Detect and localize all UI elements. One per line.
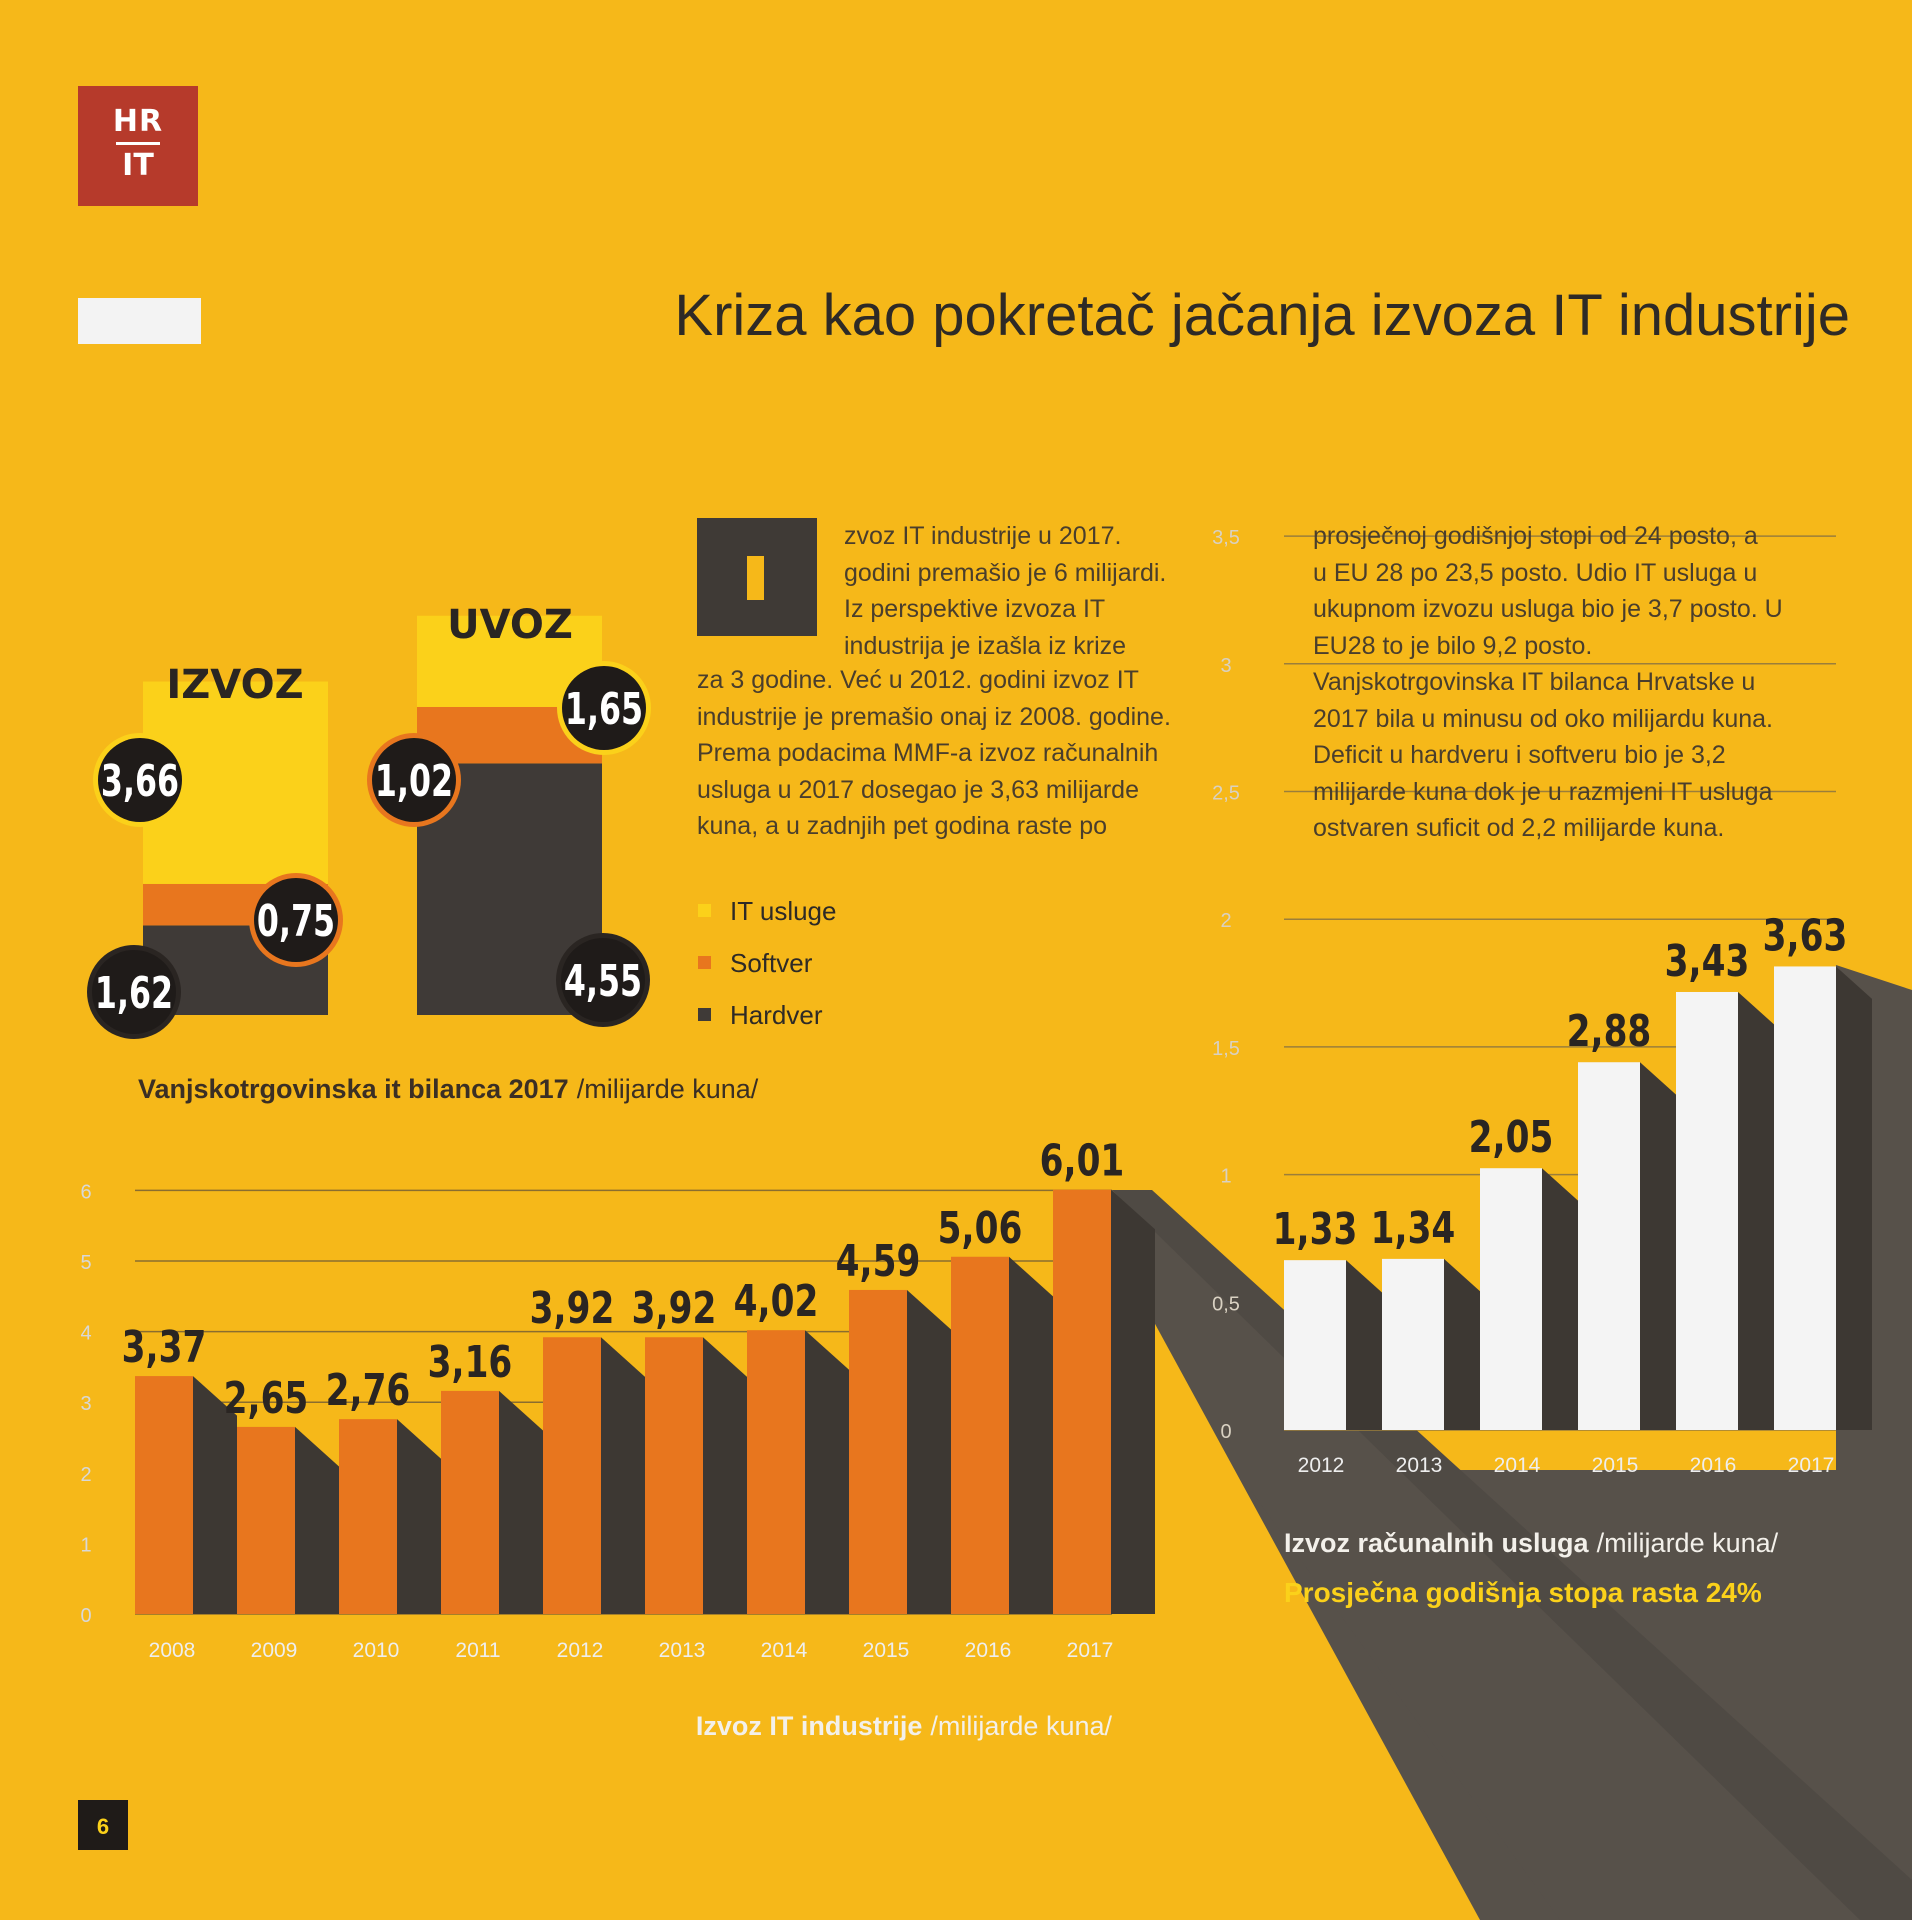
it-export-xtick-9: 2017 xyxy=(1066,1639,1114,1662)
col2_lines-line-1: u EU 28 po 23,5 posto. Udio IT usluga u xyxy=(1313,558,1758,587)
col1_lines_top-line-3: industrija je izašla iz krize xyxy=(844,631,1127,660)
it-export-value-label-7: 4,59 xyxy=(835,1235,921,1288)
services-title-bold: Izvoz računalnih usluga xyxy=(1284,1528,1589,1558)
it-export-ytick-0: 0 xyxy=(80,1605,92,1627)
col2_lines-line-6: Deficit u hardveru i softveru bio je 3,2 xyxy=(1313,741,1726,769)
services-value-label-4: 3,43 xyxy=(1664,935,1750,988)
it-export-bar-shadow-8 xyxy=(1009,1257,1053,1614)
services-bar-shadow-0 xyxy=(1346,1260,1382,1430)
services-bar-shadow-3 xyxy=(1640,1062,1676,1430)
it-export-bar-shadow-6 xyxy=(805,1330,849,1614)
services-xtick-2: 2014 xyxy=(1493,1454,1541,1477)
services-bar-shadow-2 xyxy=(1542,1168,1578,1430)
it-export-bar-5 xyxy=(645,1337,703,1614)
it-export-value-label-0: 3,37 xyxy=(121,1321,207,1374)
col2_lines-line-7: milijarde kuna dok je u razmjeni IT usluga xyxy=(1313,777,1773,806)
services-value-label-2: 2,05 xyxy=(1468,1112,1554,1164)
services-ytick-4: 2 xyxy=(1220,910,1232,933)
legend-label-it-usluge: IT usluge xyxy=(730,896,837,926)
col2_lines-line-3: EU28 to je bilo 9,2 posto. xyxy=(1313,631,1593,660)
it-export-ytick-3: 3 xyxy=(80,1393,92,1416)
it-export-ytick-1: 1 xyxy=(80,1534,92,1557)
it-export-bar-3 xyxy=(441,1391,499,1614)
col1_lines_bottom-line-3: usluga u 2017 dosegao je 3,63 milijarde xyxy=(697,775,1139,804)
it-export-value-label-9: 6,01 xyxy=(1039,1135,1125,1187)
it-export-xtick-7: 2015 xyxy=(862,1639,910,1662)
it-export-ytick-2: 2 xyxy=(80,1463,92,1486)
it-export-value-label-3: 3,16 xyxy=(427,1336,513,1389)
col2_lines-line-2: ukupnom izvozu usluga bio je 3,7 posto. U xyxy=(1313,595,1783,623)
it-export-ytick-6: 6 xyxy=(80,1181,92,1204)
it-export-bar-7 xyxy=(849,1290,907,1614)
balance-category-label-1: UVOZ xyxy=(447,602,573,648)
article-col2 xyxy=(1313,518,1873,847)
col1_lines_top-line-2: Iz perspektive izvoza IT xyxy=(844,595,1106,623)
col1_lines_bottom-line-0: za 3 godine. Već u 2012. godini izvoz IT xyxy=(697,666,1139,694)
balance-value-label-0-IT-usluge: 3,66 xyxy=(100,755,180,808)
services-subtitle: Prosječna godišnja stopa rasta 24% xyxy=(1284,1577,1762,1608)
it-export-bar-shadow-4 xyxy=(601,1337,645,1614)
legend-swatch-softver xyxy=(698,956,711,969)
balance-value-label-0-Softver: 0,75 xyxy=(256,895,336,948)
article-col1-top xyxy=(844,518,1244,664)
it-export-value-label-8: 5,06 xyxy=(937,1202,1023,1254)
it-export-bar-9 xyxy=(1053,1190,1111,1614)
it-export-bar-shadow-1 xyxy=(295,1427,339,1614)
it-export-xtick-2: 2010 xyxy=(352,1639,400,1662)
balance-title xyxy=(138,1074,759,1104)
it-export-value-label-1: 2,65 xyxy=(223,1372,309,1425)
balance-value-label-1-IT-usluge: 1,65 xyxy=(564,683,644,736)
col1_lines_top-line-1: godini premašio je 6 milijardi. xyxy=(844,558,1167,587)
services-bar-shadow-1 xyxy=(1444,1259,1480,1430)
col1_lines_bottom-line-1: industrije je premašio onaj iz 2008. godine. xyxy=(697,702,1171,731)
services-ytick-6: 3 xyxy=(1220,654,1232,677)
it-export-bar-6 xyxy=(747,1330,805,1614)
article-col1-bottom xyxy=(697,662,1257,845)
it-export-xtick-5: 2013 xyxy=(658,1639,706,1662)
services-value-label-3: 2,88 xyxy=(1566,1006,1652,1058)
it-export-bar-shadow-7 xyxy=(907,1290,951,1614)
col2_lines-line-4: Vanjskotrgovinska IT bilanca Hrvatske u xyxy=(1313,668,1756,696)
logo-line2: IT xyxy=(122,148,154,183)
services-bar-1 xyxy=(1382,1259,1444,1430)
services-xtick-5: 2017 xyxy=(1787,1454,1835,1477)
it-export-xtick-6: 2014 xyxy=(760,1639,808,1662)
it-export-bar-8 xyxy=(951,1257,1009,1614)
legend-swatch-hardver xyxy=(698,1008,711,1021)
it-export-ytick-4: 4 xyxy=(80,1322,92,1345)
services-bar-5 xyxy=(1774,966,1836,1430)
balance-value-label-1-Softver: 1,02 xyxy=(374,755,454,808)
services-xtick-4: 2016 xyxy=(1689,1454,1737,1477)
it-export-value-label-4: 3,92 xyxy=(529,1283,615,1335)
it-export-bar-shadow-2 xyxy=(397,1419,441,1614)
col1_lines_top-line-0: zvoz IT industrije u 2017. xyxy=(844,522,1122,550)
col1_lines_bottom-line-2: Prema podacima MMF-a izvoz računalnih xyxy=(697,739,1159,767)
col2_lines-line-5: 2017 bila u minusu od oko milijardu kuna. xyxy=(1313,704,1773,733)
services-ytick-5: 2,5 xyxy=(1212,782,1240,805)
services-ytick-3: 1,5 xyxy=(1212,1037,1240,1060)
balance-category-label-0: IZVOZ xyxy=(166,662,304,708)
services-ytick-0: 0 xyxy=(1220,1421,1232,1443)
legend-label-hardver: Hardver xyxy=(730,1000,823,1030)
it-export-title-bold: Izvoz IT industrije xyxy=(695,1711,923,1741)
col1_lines_bottom-line-4: kuna, a u zadnjih pet godina raste po xyxy=(697,812,1108,840)
services-xtick-0: 2012 xyxy=(1297,1454,1345,1477)
it-export-xtick-4: 2012 xyxy=(556,1639,604,1662)
services-value-label-5: 3,63 xyxy=(1762,910,1848,962)
it-export-bar-1 xyxy=(237,1427,295,1614)
balance-value-label-1-Hardver: 4,55 xyxy=(563,955,643,1008)
balance-title-bold: Vanjskotrgovinska it bilanca 2017 xyxy=(138,1074,569,1104)
balance-value-label-0-Hardver: 1,62 xyxy=(94,967,174,1020)
it-export-xtick-3: 2011 xyxy=(455,1639,501,1662)
col2_lines-line-0: prosječnoj godišnjoj stopi od 24 posto, a xyxy=(1313,522,1758,550)
services-bar-3 xyxy=(1578,1062,1640,1430)
drop-cap xyxy=(697,518,817,636)
services-bar-shadow-4 xyxy=(1738,992,1774,1430)
services-bar-4 xyxy=(1676,992,1738,1430)
it-export-xtick-8: 2016 xyxy=(964,1639,1012,1662)
balance-legend xyxy=(698,896,836,1030)
it-export-bar-0 xyxy=(135,1376,193,1614)
it-export-chart xyxy=(80,1136,1155,1662)
it-export-xtick-1: 2009 xyxy=(250,1639,298,1662)
services-xtick-1: 2013 xyxy=(1395,1454,1443,1477)
legend-label-softver: Softver xyxy=(730,948,813,978)
balance-chart xyxy=(87,602,651,1039)
it-export-bar-shadow-9 xyxy=(1111,1190,1155,1614)
it-export-ytick-5: 5 xyxy=(80,1252,92,1274)
services-title xyxy=(1284,1528,1779,1558)
page-number: 6 xyxy=(96,1814,110,1839)
balance-title-unit: /milijarde kuna/ xyxy=(576,1074,759,1104)
services-ytick-2: 1 xyxy=(1220,1165,1232,1188)
services-ytick-7: 3,5 xyxy=(1212,527,1240,550)
it-export-xtick-0: 2008 xyxy=(148,1639,196,1662)
it-export-bar-shadow-5 xyxy=(703,1337,747,1614)
it-export-bar-shadow-3 xyxy=(499,1391,543,1614)
it-export-bar-2 xyxy=(339,1419,397,1614)
it-export-title-unit: /milijarde kuna/ xyxy=(930,1711,1112,1741)
services-title-unit: /milijarde kuna/ xyxy=(1596,1528,1779,1558)
it-export-value-label-2: 2,76 xyxy=(325,1365,411,1417)
logo-line1: HR xyxy=(112,104,164,139)
page-title: Kriza kao pokretač jačanja izvoza IT industrije xyxy=(674,283,1850,348)
services-value-label-0: 1,33 xyxy=(1272,1204,1358,1256)
services-bar-shadow-5 xyxy=(1836,966,1872,1430)
drop-cap-letter xyxy=(747,556,764,600)
it-export-bar-4 xyxy=(543,1337,601,1614)
it-export-value-label-6: 4,02 xyxy=(733,1276,819,1328)
legend-swatch-it-usluge xyxy=(698,904,711,917)
it-export-title xyxy=(696,1711,1113,1741)
services-xtick-3: 2015 xyxy=(1591,1454,1639,1477)
services-ytick-1: 0,5 xyxy=(1212,1293,1240,1316)
it-export-value-label-5: 3,92 xyxy=(631,1283,717,1335)
services-bar-2 xyxy=(1480,1168,1542,1430)
col2_lines-line-8: ostvaren suficit od 2,2 milijarde kuna. xyxy=(1313,814,1725,842)
services-bar-0 xyxy=(1284,1260,1346,1430)
services-value-label-1: 1,34 xyxy=(1370,1202,1456,1255)
